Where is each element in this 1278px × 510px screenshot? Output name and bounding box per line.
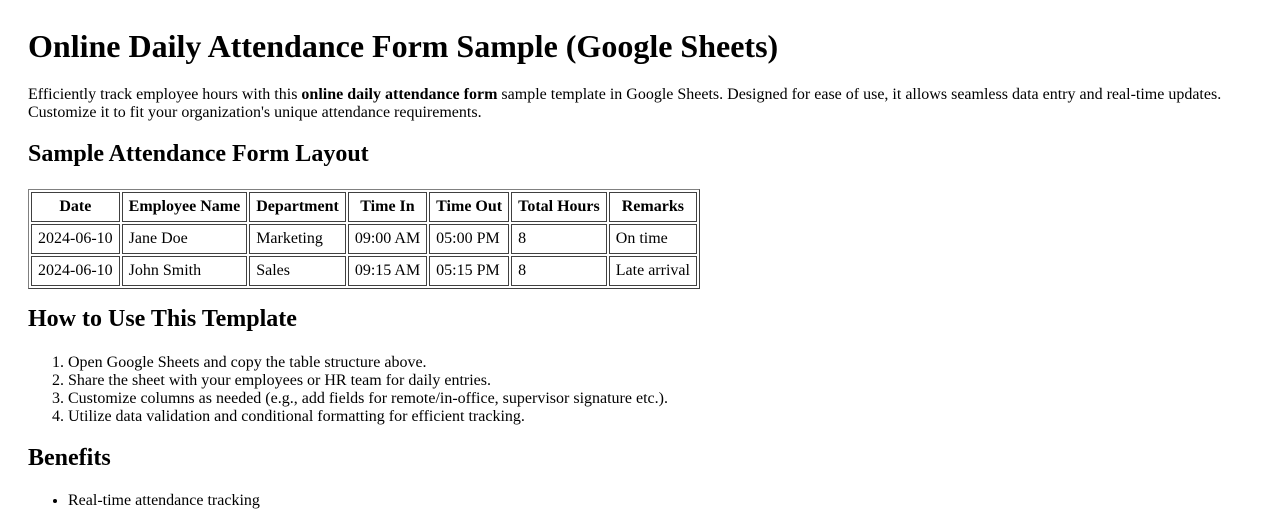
howto-steps-list: [28, 354, 668, 426]
column-header-date: Date: [31, 192, 120, 222]
table-row: [31, 256, 697, 286]
cell-time-out: 05:00 PM: [429, 224, 509, 254]
page-title: Online Daily Attendance Form Sample (Google Sheets): [28, 28, 779, 64]
cell-total-hours: 8: [511, 224, 607, 254]
layout-section-heading: Sample Attendance Form Layout: [28, 141, 369, 167]
cell-remarks: Late arrival: [609, 256, 697, 286]
benefits-section-heading: Benefits: [28, 445, 111, 471]
cell-employee-name: Jane Doe: [122, 224, 248, 254]
list-item: 1. Open Google Sheets and copy the table structure above.: [68, 354, 668, 372]
howto-section-heading: How to Use This Template: [28, 306, 297, 332]
cell-remarks: On time: [609, 224, 697, 254]
column-header-remarks: Remarks: [609, 192, 697, 222]
benefits-list: [28, 492, 260, 510]
cell-total-hours: 8: [511, 256, 607, 286]
cell-time-in: 09:15 AM: [348, 256, 427, 286]
cell-time-out: 05:15 PM: [429, 256, 509, 286]
column-header-total-hours: Total Hours: [511, 192, 607, 222]
column-header-time-in: Time In: [348, 192, 427, 222]
cell-employee-name: John Smith: [122, 256, 248, 286]
cell-date: 2024-06-10: [31, 224, 120, 254]
intro-paragraph: [28, 86, 1250, 122]
table-row: [31, 224, 697, 254]
column-header-department: Department: [249, 192, 346, 222]
list-item: 3. Customize columns as needed (e.g., add fields for remote/in-office, supervisor signature etc.).: [68, 390, 668, 408]
attendance-table: [28, 189, 700, 289]
cell-department: Sales: [249, 256, 346, 286]
cell-time-in: 09:00 AM: [348, 224, 427, 254]
cell-department: Marketing: [249, 224, 346, 254]
intro-text-start: Efficiently track employee hours with this: [28, 86, 302, 103]
intro-bold-keyword: online daily attendance form: [301, 86, 498, 103]
cell-date: 2024-06-10: [31, 256, 120, 286]
intro-text-end: sample template in Google Sheets. Designed for ease of use, it allows seamless data entry and real-time updates. Customize it to fit your organization's unique attendance requirements.: [28, 86, 1222, 121]
table-header-row: [31, 192, 697, 222]
list-item: 4. Utilize data validation and conditional formatting for efficient tracking.: [68, 408, 668, 426]
column-header-time-out: Time Out: [429, 192, 509, 222]
list-item: 2. Share the sheet with your employees or HR team for daily entries.: [68, 372, 668, 390]
column-header-employee-name: Employee Name: [122, 192, 248, 222]
list-item: • Real-time attendance tracking: [68, 492, 260, 510]
